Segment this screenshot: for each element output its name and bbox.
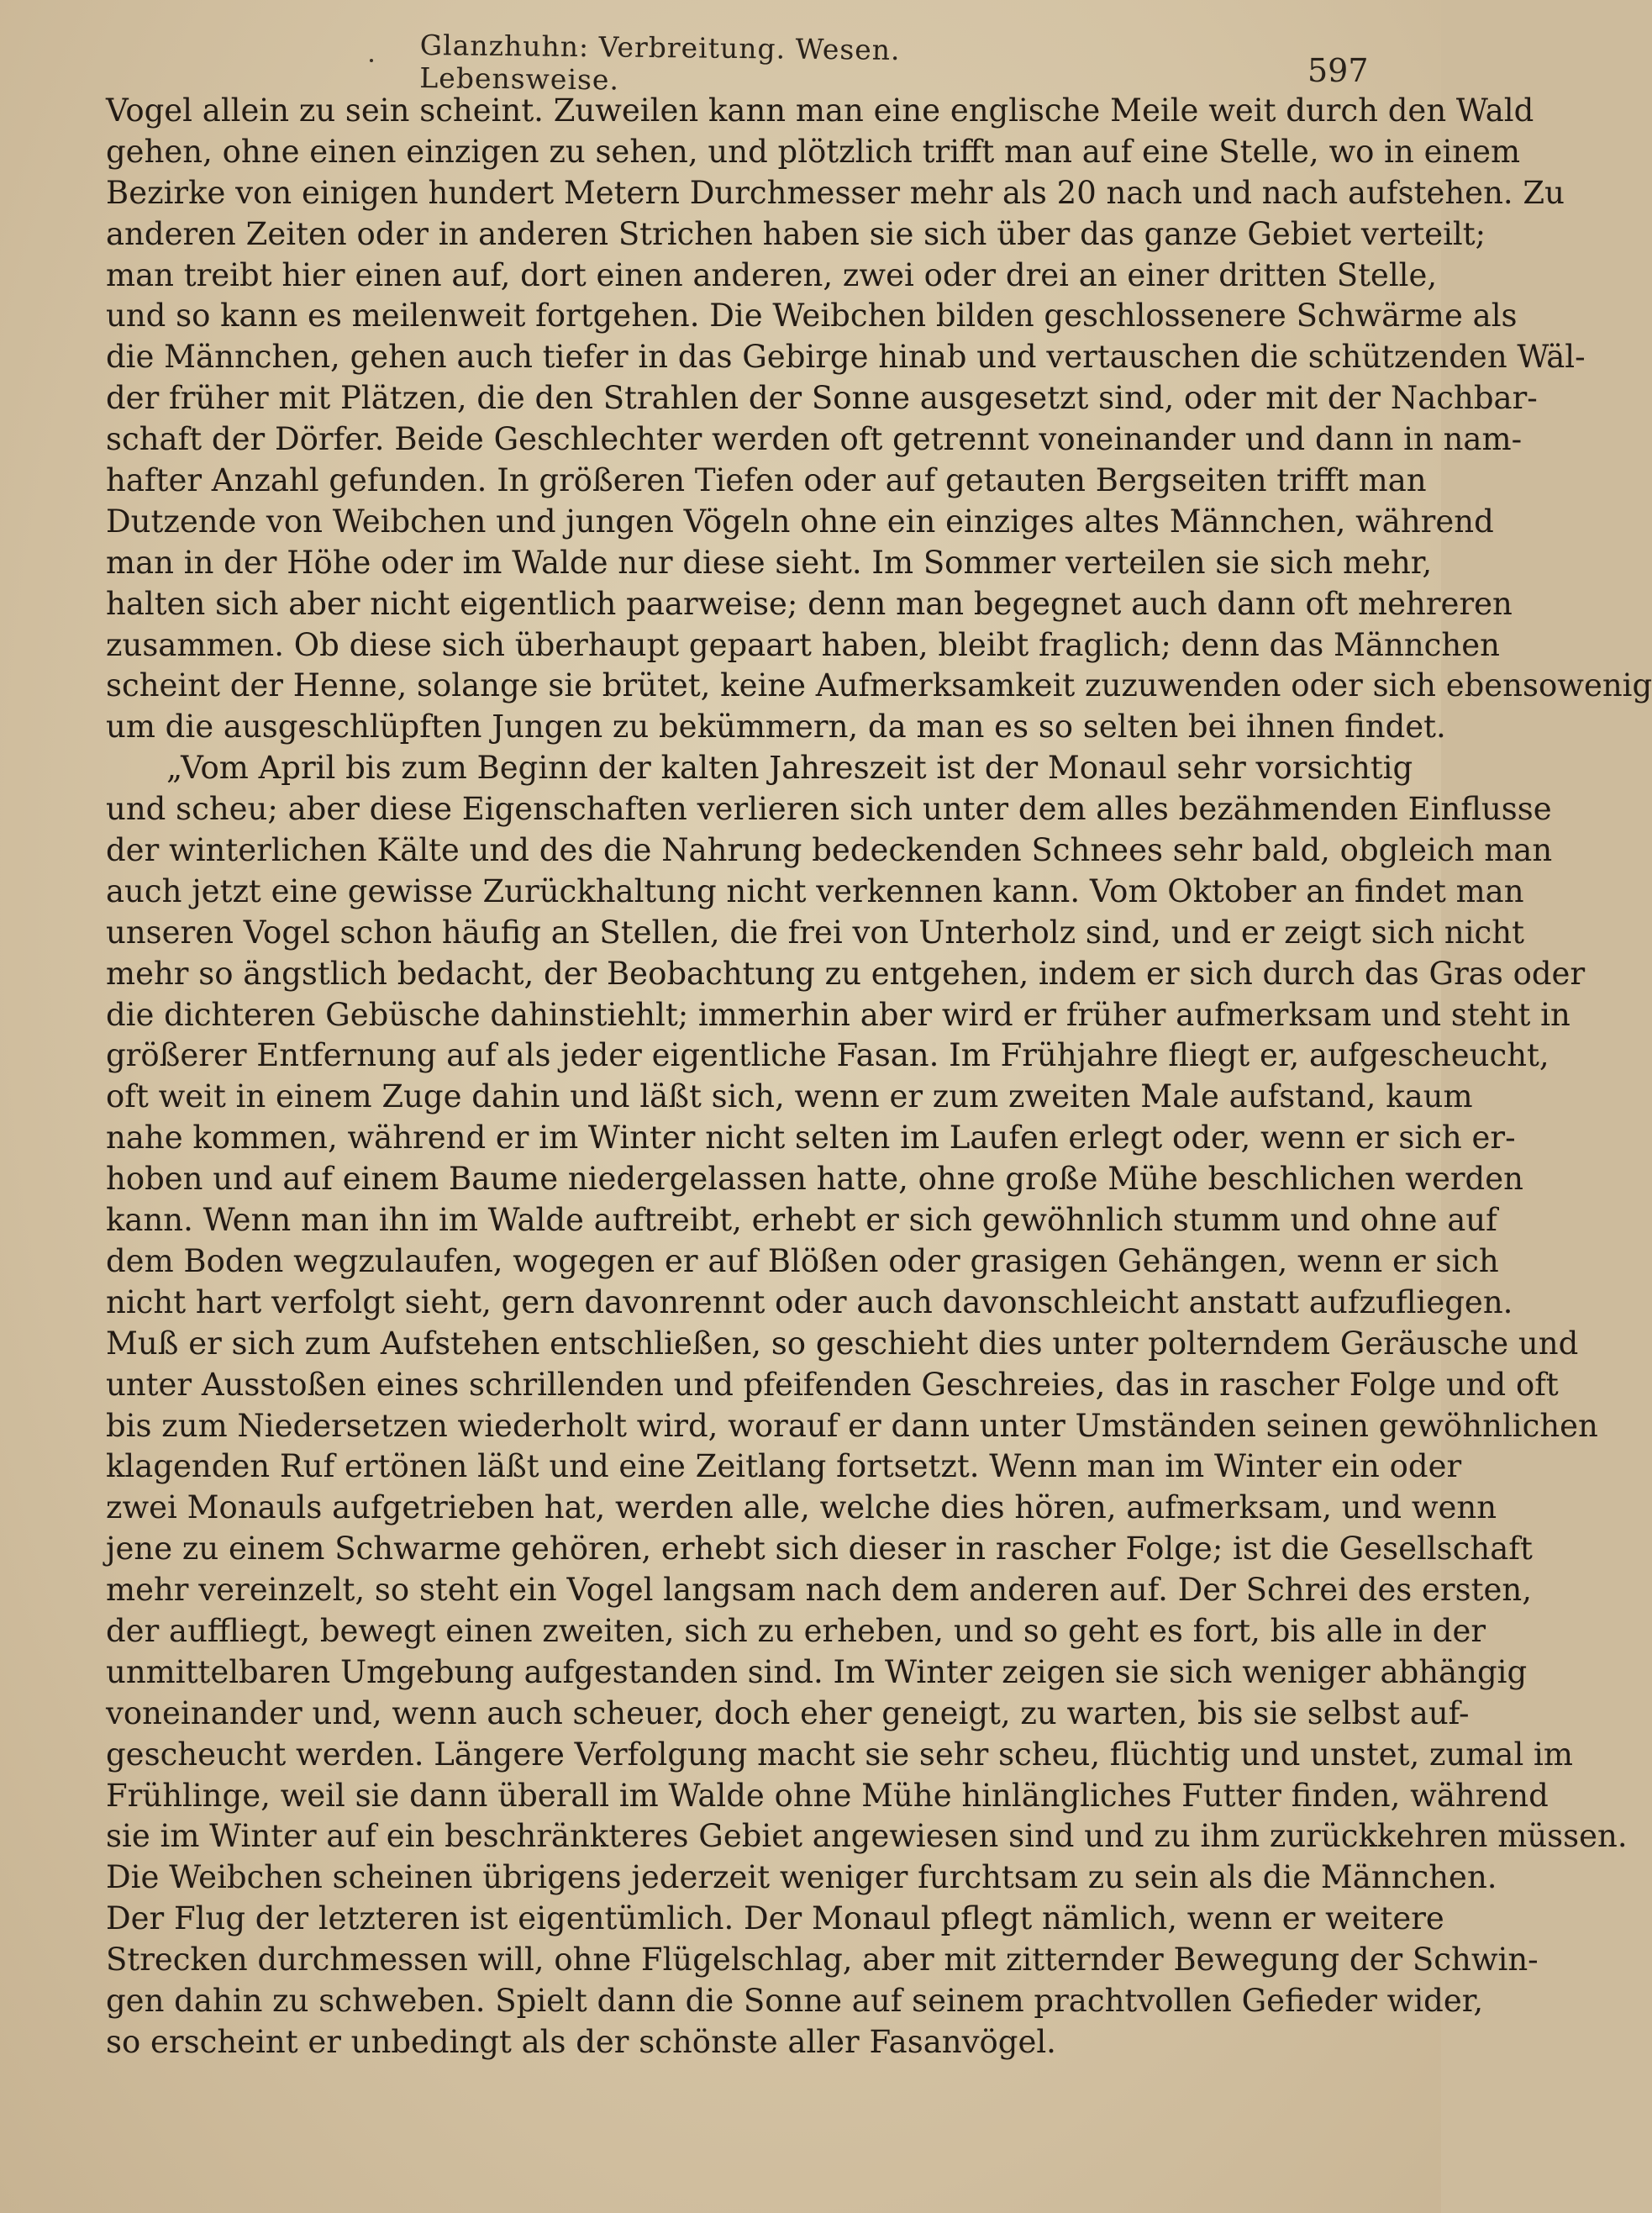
text-line: gehen, ohne einen einzigen zu sehen, und plötzlich trifft man auf eine Stelle, wo in einem [106, 133, 1521, 170]
text-line: klagenden Ruf ertönen läßt und eine Zeitlang fortsetzt. Wenn man im Winter ein oder [106, 1448, 1462, 1485]
text-line: Frühlinge, weil sie dann überall im Walde ohne Mühe hinlängliches Futter finden, während [106, 1777, 1549, 1814]
text-line: nahe kommen, während er im Winter nicht selten im Laufen erlegt oder, wenn er sich er- [106, 1120, 1516, 1157]
ink-speck [370, 59, 373, 62]
text-line: scheint der Henne, solange sie brütet, keine Aufmerksamkeit zuzuwenden oder sich ebensowenig [106, 667, 1652, 704]
text-line: anderen Zeiten oder in anderen Strichen haben sie sich über das ganze Gebiet verteilt; [106, 215, 1486, 252]
text-line: die dichteren Gebüsche dahinstiehlt; immerhin aber wird er früher aufmerksam und steht in [106, 996, 1570, 1033]
text-line: größerer Entfernung auf als jeder eigentliche Fasan. Im Frühjahre fliegt er, aufgescheucht, [106, 1037, 1549, 1074]
text-line: sie im Winter auf ein beschränkteres Gebiet angewiesen sind und zu ihm zurückkehren müssen. [106, 1818, 1628, 1855]
text-line: hafter Anzahl gefunden. In größeren Tiefen oder auf getauten Bergseiten trifft man [106, 462, 1427, 499]
text-line: Muß er sich zum Aufstehen entschließen, so geschieht dies unter polterndem Geräusche und [106, 1325, 1579, 1362]
text-line: schaft der Dörfer. Beide Geschlechter werden oft getrennt voneinander und dann in nam- [106, 421, 1523, 458]
text-line: hoben und auf einem Baume niedergelassen hatte, ohne große Mühe beschlichen werden [106, 1161, 1523, 1198]
text-line: mehr vereinzelt, so steht ein Vogel langsam nach dem anderen auf. Der Schrei des ersten, [106, 1572, 1532, 1609]
text-line: „Vom April bis zum Beginn der kalten Jahreszeit ist der Monaul sehr vorsichtig [166, 750, 1413, 787]
body-text [106, 91, 1652, 2063]
text-line: jene zu einem Schwarme gehören, erhebt sich dieser in rascher Folge; ist die Gesellschaft [106, 1531, 1533, 1568]
page-number: 597 [1307, 52, 1369, 89]
text-line: Der Flug der letzteren ist eigentümlich. Der Monaul pflegt nämlich, wenn er weitere [106, 1900, 1444, 1937]
running-header: Glanzhuhn: Verbreitung. Wesen. Lebensweise. [419, 29, 901, 97]
text-line: Bezirke von einigen hundert Metern Durchmesser mehr als 20 nach und nach aufstehen. Zu [106, 174, 1565, 211]
text-line: gen dahin zu schweben. Spielt dann die Sonne auf seinem prachtvollen Gefieder wider, [106, 1982, 1484, 2019]
text-line: zusammen. Ob diese sich überhaupt gepaart haben, bleibt fraglich; denn das Männchen [106, 626, 1500, 663]
text-line: um die ausgeschlüpften Jungen zu bekümmern, da man es so selten bei ihnen findet. [106, 709, 1446, 746]
text-line: unseren Vogel schon häufig an Stellen, die frei von Unterholz sind, und er zeigt sich nicht [106, 914, 1524, 951]
text-line: man in der Höhe oder im Walde nur diese sieht. Im Sommer verteilen sie sich mehr, [106, 544, 1433, 581]
text-line: die Männchen, gehen auch tiefer in das Gebirge hinab und vertauschen die schützenden Wäl- [106, 339, 1586, 376]
text-line: unter Ausstoßen eines schrillenden und pfeifenden Geschreies, das in rascher Folge und oft [106, 1366, 1559, 1403]
text-line: zwei Monauls aufgetrieben hat, werden alle, welche dies hören, aufmerksam, und wenn [106, 1489, 1497, 1526]
text-line: der auffliegt, bewegt einen zweiten, sich zu erheben, und so geht es fort, bis alle in der [106, 1612, 1486, 1649]
text-line: mehr so ängstlich bedacht, der Beobachtung zu entgehen, indem er sich durch das Gras oder [106, 955, 1586, 992]
text-line: halten sich aber nicht eigentlich paarweise; denn man begegnet auch dann oft mehreren [106, 585, 1513, 622]
text-line: kann. Wenn man ihn im Walde auftreibt, erhebt er sich gewöhnlich stumm und ohne auf [106, 1202, 1497, 1239]
text-line: gescheucht werden. Längere Verfolgung macht sie sehr scheu, flüchtig und unstet, zumal im [106, 1736, 1573, 1773]
text-line: Die Weibchen scheinen übrigens jederzeit weniger furchtsam zu sein als die Männchen. [106, 1859, 1497, 1896]
text-line: der früher mit Plätzen, die den Strahlen der Sonne ausgesetzt sind, oder mit der Nachbar- [106, 380, 1538, 417]
text-line: nicht hart verfolgt sieht, gern davonrennt oder auch davonschleicht anstatt aufzufliegen. [106, 1283, 1513, 1320]
text-line: oft weit in einem Zuge dahin und läßt sich, wenn er zum zweiten Male aufstand, kaum [106, 1078, 1473, 1115]
text-line: der winterlichen Kälte und des die Nahrung bedeckenden Schnees sehr bald, obgleich man [106, 832, 1553, 869]
text-line: man treibt hier einen auf, dort einen anderen, zwei oder drei an einer dritten Stelle, [106, 256, 1438, 293]
text-line: auch jetzt eine gewisse Zurückhaltung nicht verkennen kann. Vom Oktober an findet man [106, 872, 1524, 909]
text-line: voneinander und, wenn auch scheuer, doch eher geneigt, zu warten, bis sie selbst auf- [106, 1694, 1470, 1731]
text-line: bis zum Niedersetzen wiederholt wird, worauf er dann unter Umständen seinen gewöhnlichen [106, 1407, 1598, 1444]
paragraph-1 [106, 91, 1652, 748]
text-line: und scheu; aber diese Eigenschaften verlieren sich unter dem alles bezähmenden Einflusse [106, 791, 1552, 828]
text-line: so erscheint er unbedingt als der schönste aller Fasanvögel. [106, 2023, 1056, 2060]
text-line: Dutzende von Weibchen und jungen Vögeln ohne ein einziges altes Männchen, während [106, 503, 1494, 540]
text-line: dem Boden wegzulaufen, wogegen er auf Blößen oder grasigen Gehängen, wenn er sich [106, 1242, 1499, 1279]
text-line: und so kann es meilenweit fortgehen. Die Weibchen bilden geschlossenere Schwärme als [106, 298, 1518, 335]
paragraph-2 [106, 748, 1628, 2063]
text-line: Vogel allein zu sein scheint. Zuweilen kann man eine englische Meile weit durch den Wald [106, 92, 1534, 129]
text-line: unmittelbaren Umgebung aufgestanden sind. Im Winter zeigen sie sich weniger abhängig [106, 1653, 1528, 1690]
text-line: Strecken durchmessen will, ohne Flügelschlag, aber mit zitternder Bewegung der Schwin- [106, 1942, 1539, 1979]
